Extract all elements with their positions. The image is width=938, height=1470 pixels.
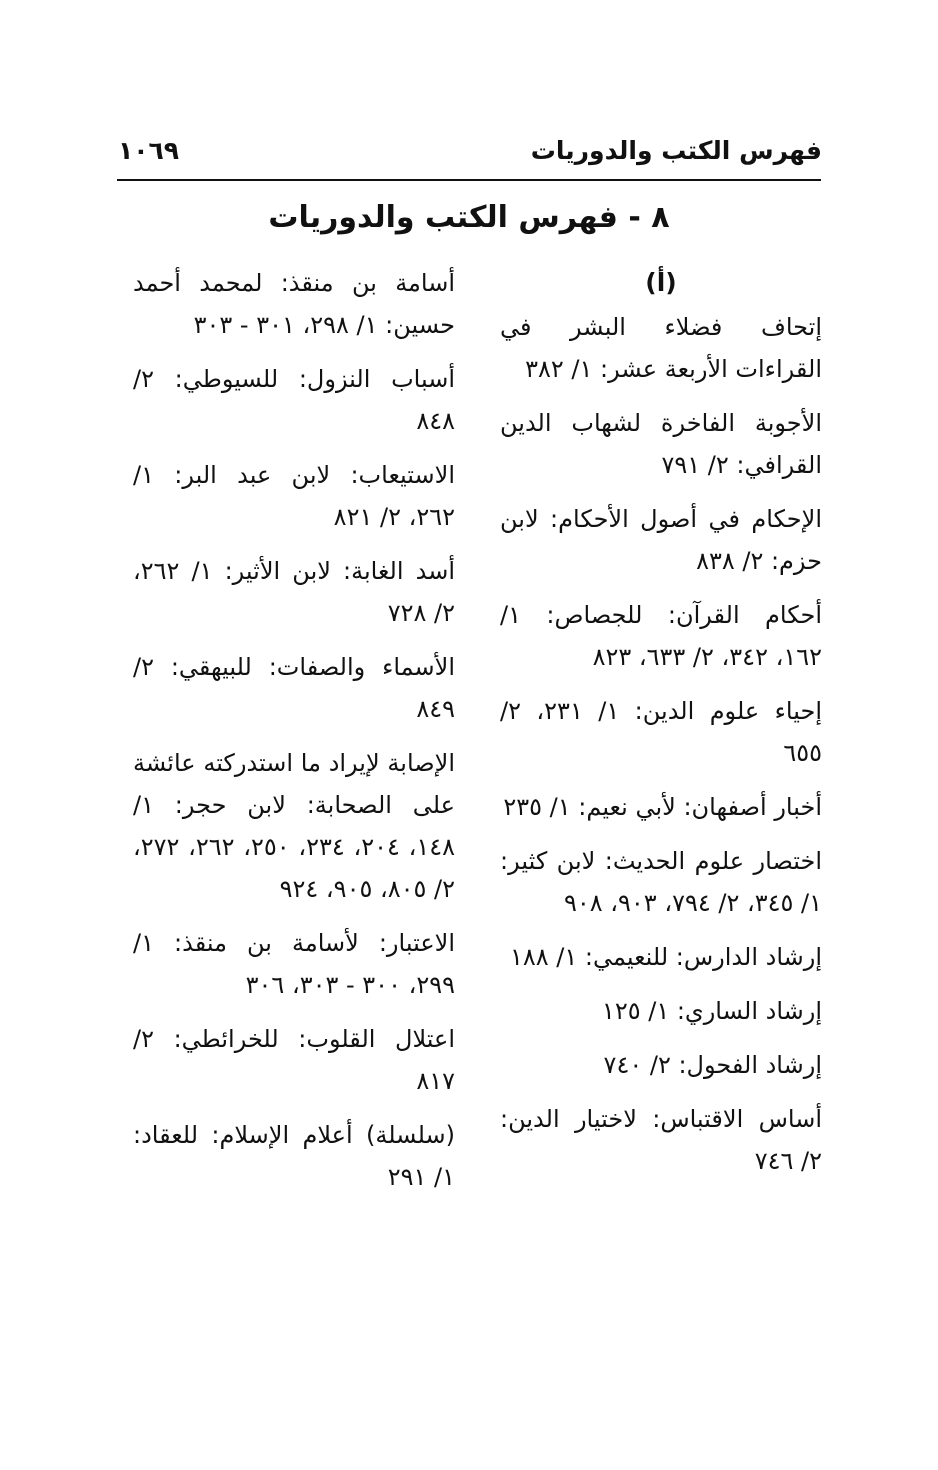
index-entry: الإحكام في أصول الأحكام: لابن حزم: ٢/ ٨٣٨	[500, 505, 822, 575]
section-title: ٨ - فهرس الكتب والدوريات	[268, 200, 670, 235]
index-entry: أحكام القرآن: للجصاص: ١/ ١٦٢، ٣٤٢، ٢/ ٦٣٣، ٨٢٣	[500, 601, 822, 671]
index-entry: إرشاد الساري: ١/ ١٢٥	[601, 997, 822, 1025]
header-rule	[117, 179, 821, 181]
index-column-right	[500, 262, 822, 1194]
index-entry: أساس الاقتباس: لاختيار الدين: ٢/ ٧٤٦	[500, 1105, 822, 1175]
index-column-left	[133, 262, 455, 1210]
index-entry: إحياء علوم الدين: ١/ ٢٣١، ٢/ ٦٥٥	[500, 697, 822, 767]
index-entry: إرشاد الدارس: للنعيمي: ١/ ١٨٨	[509, 943, 822, 971]
index-entry: إرشاد الفحول: ٢/ ٧٤٠	[603, 1051, 822, 1079]
index-entry: أسباب النزول: للسيوطي: ٢/ ٨٤٨	[133, 365, 455, 435]
index-entry: الأسماء والصفات: للبيهقي: ٢/ ٨٤٩	[133, 653, 455, 723]
index-entry: اختصار علوم الحديث: لابن كثير: ١/ ٣٤٥، ٢/ ٧٩٤، ٩٠٣، ٩٠٨	[500, 847, 822, 917]
index-entry: أسد الغابة: لابن الأثير: ١/ ٢٦٢، ٢/ ٧٢٨	[133, 557, 455, 627]
index-entry: أخبار أصفهان: لأبي نعيم: ١/ ٢٣٥	[503, 793, 822, 821]
index-entry: اعتلال القلوب: للخرائطي: ٢/ ٨١٧	[133, 1025, 455, 1095]
index-entry: الأجوبة الفاخرة لشهاب الدين القرافي: ٢/ ٧٩١	[500, 409, 822, 479]
index-entry: الاستيعاب: لابن عبد البر: ١/ ٢٦٢، ٢/ ٨٢١	[133, 461, 455, 531]
index-entry: الاعتبار: لأسامة بن منقذ: ١/ ٢٩٩، ٣٠٠ - ٣٠٣، ٣٠٦	[133, 929, 455, 999]
index-entry: (سلسلة) أعلام الإسلام: للعقاد: ١/ ٢٩١	[133, 1121, 455, 1191]
index-entry: إتحاف فضلاء البشر في القراءات الأربعة عشر: ١/ ٣٨٢	[500, 313, 822, 383]
index-entry: الإصابة لإيراد ما استدركته عائشة على الصحابة: لابن حجر: ١/ ١٤٨، ٢٠٤، ٢٣٤، ٢٥٠، ٢٦٢، ٢٧٢، ٢/ ٨٠٥، ٩٠٥، ٩٢٤	[133, 749, 456, 903]
index-entry: أسامة بن منقذ: لمحمد أحمد حسين: ١/ ٢٩٨، ٣٠١ - ٣٠٣	[133, 269, 455, 339]
letter-heading: (أ)	[645, 268, 677, 297]
page-number: ١٠٦٩	[118, 136, 180, 165]
running-title: فهرس الكتب والدوريات	[530, 136, 822, 165]
